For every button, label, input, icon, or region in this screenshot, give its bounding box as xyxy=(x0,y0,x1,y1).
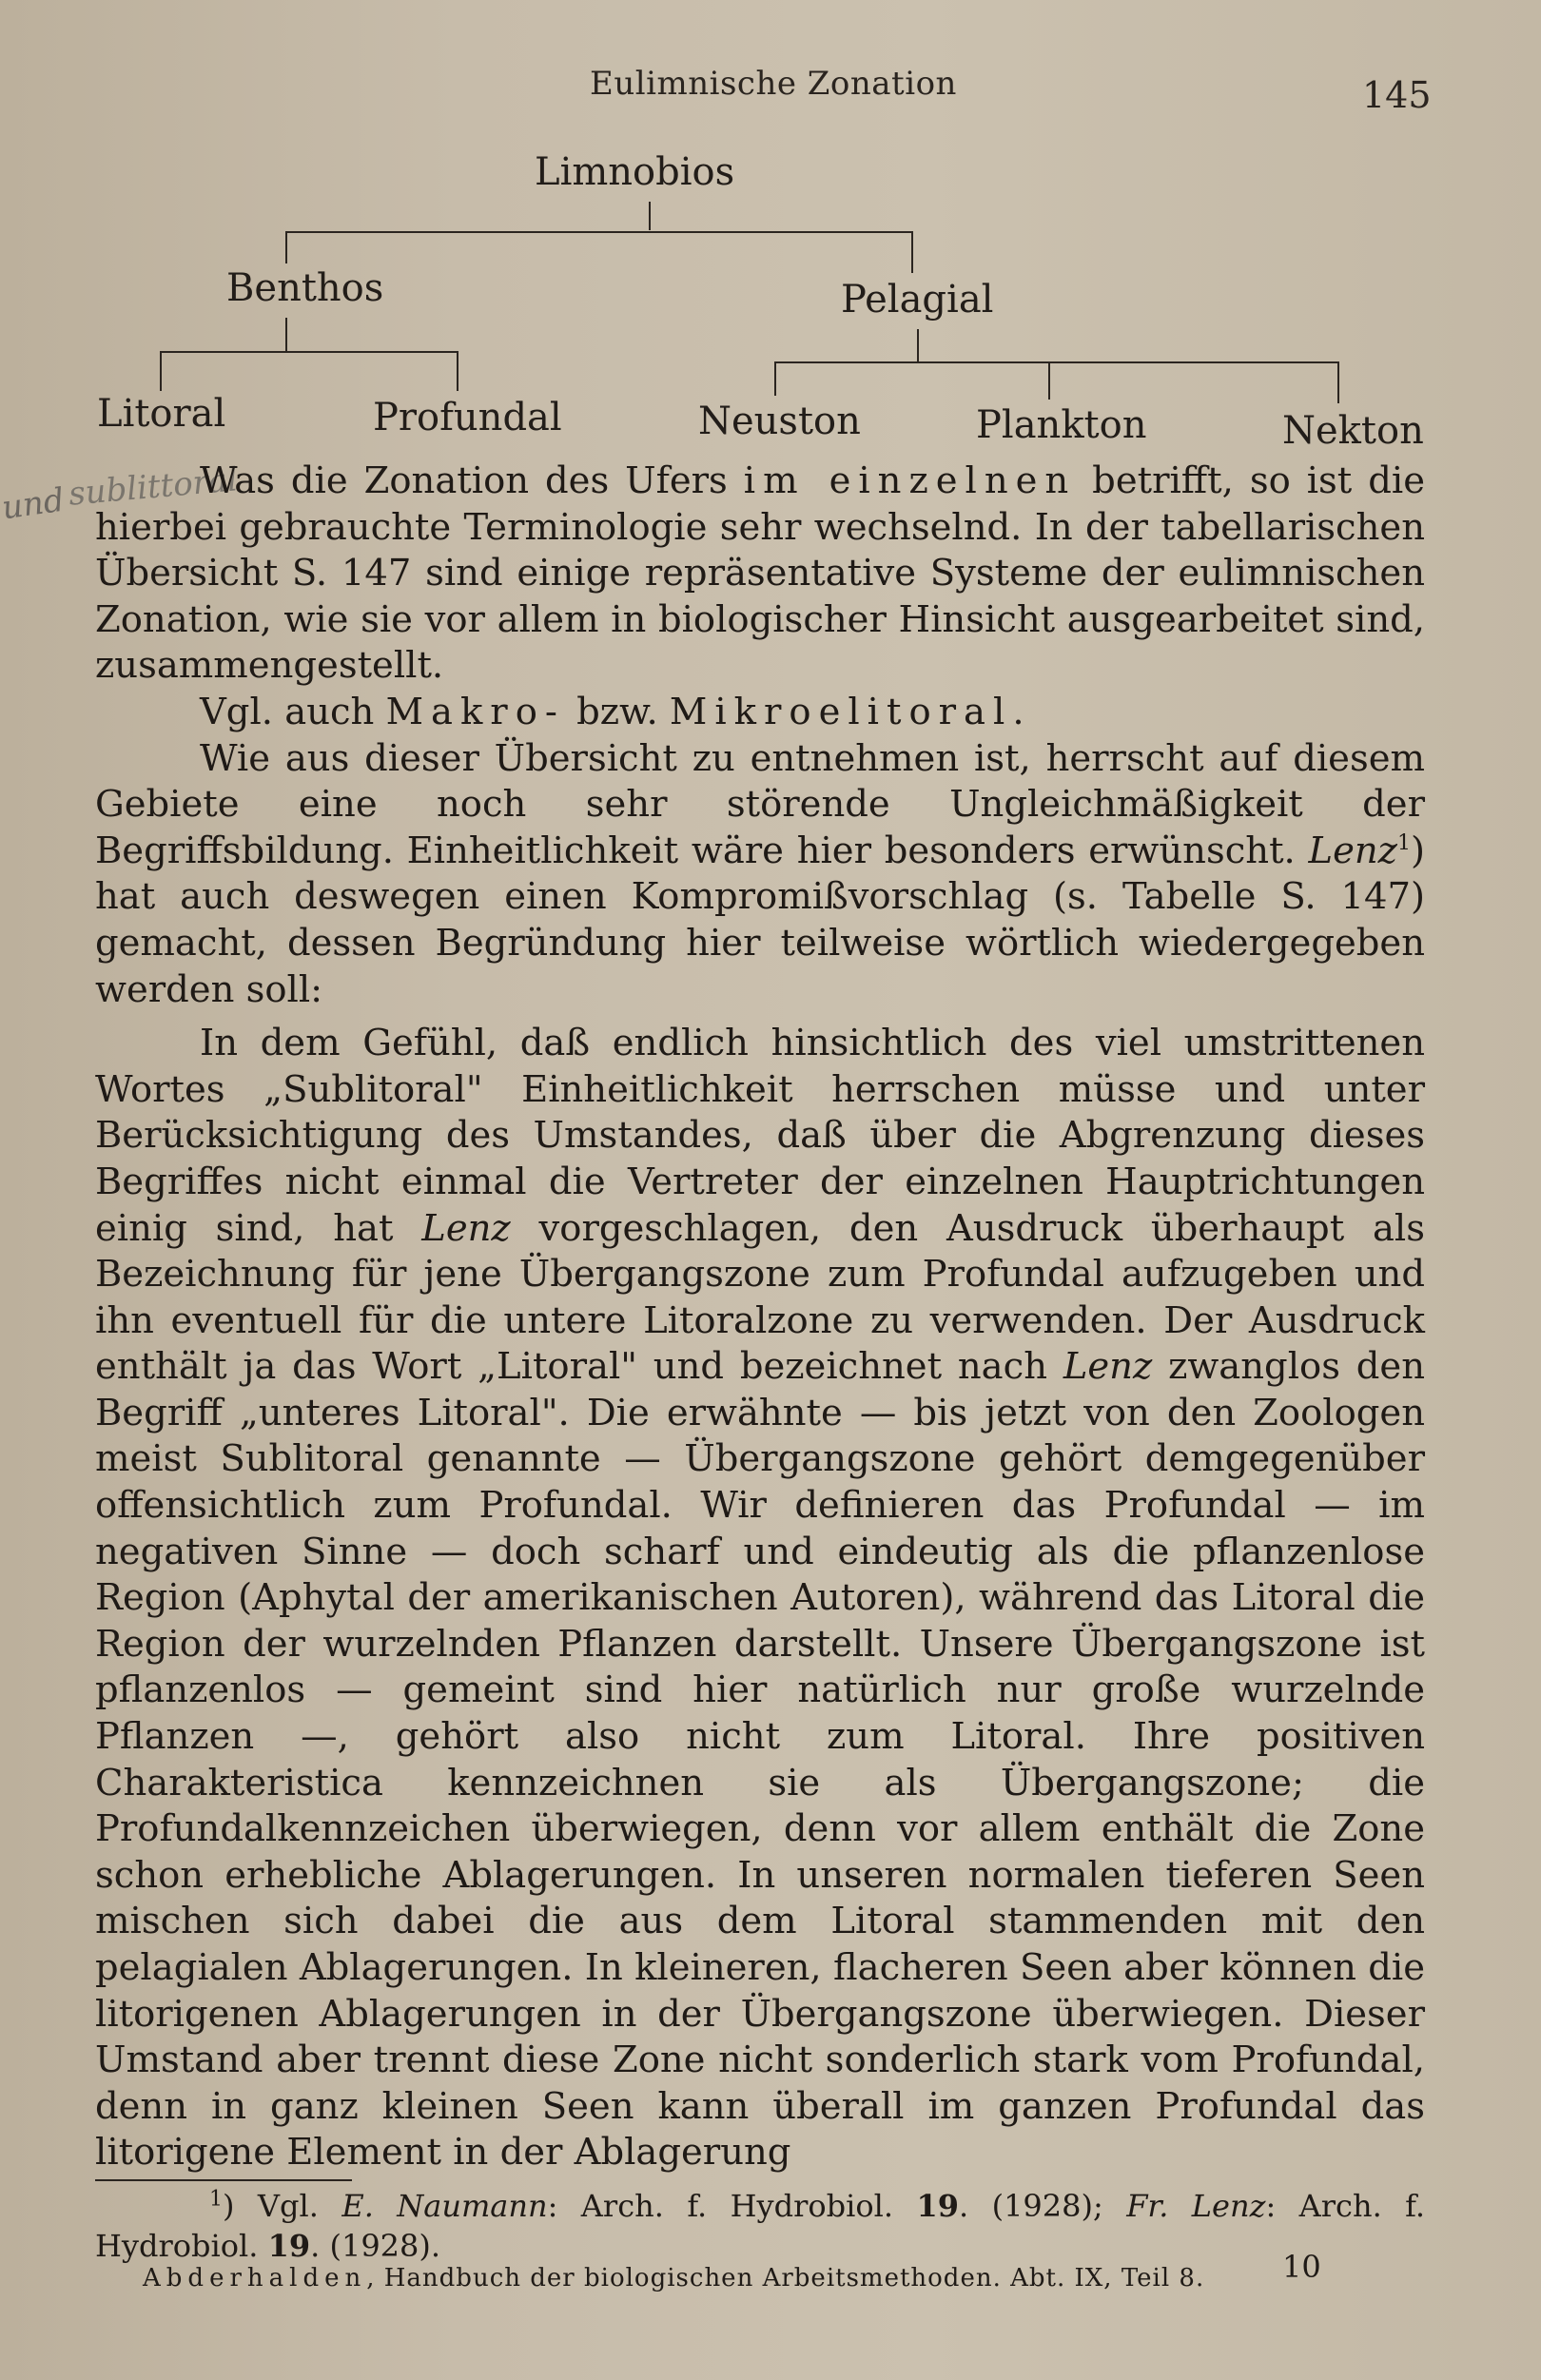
tree-connector xyxy=(285,231,913,233)
tree-node-pelagial: Pelagial xyxy=(841,278,994,322)
paragraph: Vgl. auch Makro- bzw. Mikroelitoral. xyxy=(200,690,1024,733)
paragraph: Was die Zonation des Ufers im einzelnen betrifft, so ist die hierbei gebrauchte Terminologie sehr wechselnd. In der tabellarischen Übersicht S. 147 sind einige repräsentative Systeme der eulimnischen Zonation, wie sie vor allem in biologischer Hinsicht ausgearbeitet sind, zusammengestellt. xyxy=(95,459,1425,688)
tree-connector xyxy=(457,351,458,391)
signature-mark: 10 xyxy=(1282,2249,1321,2285)
page-number: 145 xyxy=(1362,74,1432,116)
footnote-rule xyxy=(95,2179,352,2181)
handwritten-margin-note: sublittoral xyxy=(67,460,240,514)
footnote: $^1$) Vgl. E. Naumann: Arch. f. Hydrobiol. 19. (1928); Fr. Lenz: Arch. f. Hydrobiol. 19. (1928). xyxy=(95,2187,1426,2264)
tree-connector xyxy=(285,318,287,352)
tree-node-litoral: Litoral xyxy=(97,392,226,436)
tree-connector xyxy=(911,231,913,273)
handwritten-margin-note: und xyxy=(0,480,68,528)
paragraph: Wie aus dieser Übersicht zu entnehmen ist, herrscht auf diesem Gebiete eine noch sehr störende Ungleichmäßigkeit der Begriffsbildung. Einheitlichkeit wäre hier besonders erwünscht. Lenz$^1$) hat auch deswegen einen Kompromißvorschlag (s. Tabelle S. 147) gemacht, dessen Begründung hier teilweise wörtlich wiedergegeben werden soll: xyxy=(95,736,1425,1011)
tree-node-benthos: Benthos xyxy=(226,266,384,310)
running-head: Eulimnische Zonation xyxy=(590,65,957,103)
tree-connector xyxy=(1048,361,1050,400)
tree-connector xyxy=(774,361,776,396)
tree-node-profundal: Profundal xyxy=(373,396,562,439)
tree-node-plankton: Plankton xyxy=(976,403,1147,447)
tree-connector xyxy=(160,351,458,353)
tree-connector xyxy=(774,361,1337,363)
tree-connector xyxy=(285,231,287,263)
paragraph: In dem Gefühl, daß endlich hinsichtlich des viel umstrittenen Wortes „Sublitoral" Einheitlichkeit herrschen müsse und unter Berücksichtigung des Umstandes, daß über die Abgrenzung dieses Begriffes nicht einmal die Vertreter der einzelnen Hauptrichtungen einig sind, hat Lenz vorgeschlagen, den Ausdruck überhaupt als Bezeichnung für jene Übergangszone zum Profundal aufzugeben und ihn eventuell für die untere Litoralzone zu verwenden. Der Ausdruck enthält ja das Wort „Litoral" und bezeichnet nach Lenz zwanglos den Begriff „unteres Litoral". Die erwähnte — bis jetzt von den Zoologen meist Sublitoral genannte — Übergangszone gehört demgegenüber offensichtlich zum Profundal. Wir definieren das Profundal — im negativen Sinne — doch scharf und eindeutig als die pflanzenlose Region (Aphytal der amerikanischen Autoren), während das Litoral die Region der wurzelnden Pflanzen darstellt. Unsere Übergangszone ist pflanzenlos — gemeint sind hier natürlich nur große wurzelnde Pflanzen —, gehört also nicht zum Litoral. Ihre positiven Charakteristica kennzeichnen sie als Übergangszone; die Profundalkennzeichen überwiegen, denn vor allem enthält die Zone schon erhebliche Ablagerungen. In unseren normalen tieferen Seen mischen sich dabei die aus dem Litoral stammenden mit den pelagialen Ablagerungen. In kleineren, flacheren Seen aber können die litorigenen Ablagerungen in der Übergangszone überwiegen. Dieser Umstand aber trennt diese Zone nicht sonderlich stark vom Profundal, denn in ganz kleinen Seen kann überall im ganzen Profundal das litorigene Element in der Ablagerung xyxy=(95,1022,1425,2175)
body-text xyxy=(95,458,1425,2176)
tree-connector xyxy=(917,329,919,361)
tree-connector xyxy=(649,202,651,230)
tree-node-neuston: Neuston xyxy=(698,400,861,443)
tree-node-nekton: Nekton xyxy=(1282,409,1424,453)
page-footer: Abderhalden, Handbuch der biologischen Arbeitsmethoden. Abt. IX, Teil 8. xyxy=(143,2264,1205,2292)
footnote-reference: 1 xyxy=(1396,830,1411,855)
tree-connector xyxy=(1337,361,1339,403)
tree-node-limnobios: Limnobios xyxy=(535,150,735,194)
tree-connector xyxy=(160,351,162,391)
